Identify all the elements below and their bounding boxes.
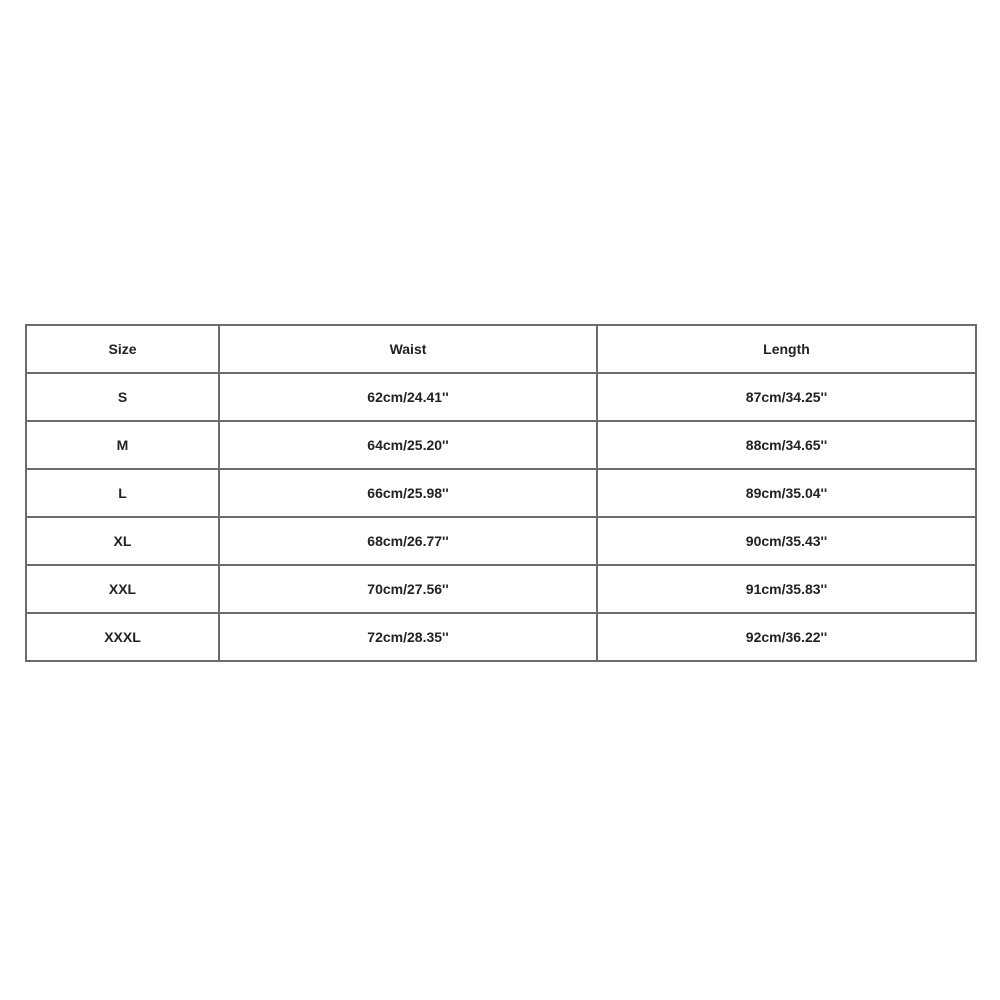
table-row bbox=[26, 421, 976, 469]
cell-size: XXXL bbox=[26, 613, 219, 661]
table-row bbox=[26, 613, 976, 661]
header-length: Length bbox=[597, 325, 976, 373]
cell-size: S bbox=[26, 373, 219, 421]
table-header-row bbox=[26, 325, 976, 373]
cell-waist: 62cm/24.41'' bbox=[219, 373, 597, 421]
cell-size: M bbox=[26, 421, 219, 469]
table-row bbox=[26, 517, 976, 565]
size-chart-table bbox=[25, 324, 977, 662]
cell-waist: 66cm/25.98'' bbox=[219, 469, 597, 517]
cell-waist: 68cm/26.77'' bbox=[219, 517, 597, 565]
cell-waist: 72cm/28.35'' bbox=[219, 613, 597, 661]
cell-length: 92cm/36.22'' bbox=[597, 613, 976, 661]
cell-size: L bbox=[26, 469, 219, 517]
table-row bbox=[26, 373, 976, 421]
cell-length: 90cm/35.43'' bbox=[597, 517, 976, 565]
cell-waist: 64cm/25.20'' bbox=[219, 421, 597, 469]
cell-size: XXL bbox=[26, 565, 219, 613]
table-row bbox=[26, 565, 976, 613]
cell-length: 91cm/35.83'' bbox=[597, 565, 976, 613]
header-size: Size bbox=[26, 325, 219, 373]
cell-size: XL bbox=[26, 517, 219, 565]
table-row bbox=[26, 469, 976, 517]
header-waist: Waist bbox=[219, 325, 597, 373]
cell-waist: 70cm/27.56'' bbox=[219, 565, 597, 613]
cell-length: 87cm/34.25'' bbox=[597, 373, 976, 421]
cell-length: 88cm/34.65'' bbox=[597, 421, 976, 469]
cell-length: 89cm/35.04'' bbox=[597, 469, 976, 517]
